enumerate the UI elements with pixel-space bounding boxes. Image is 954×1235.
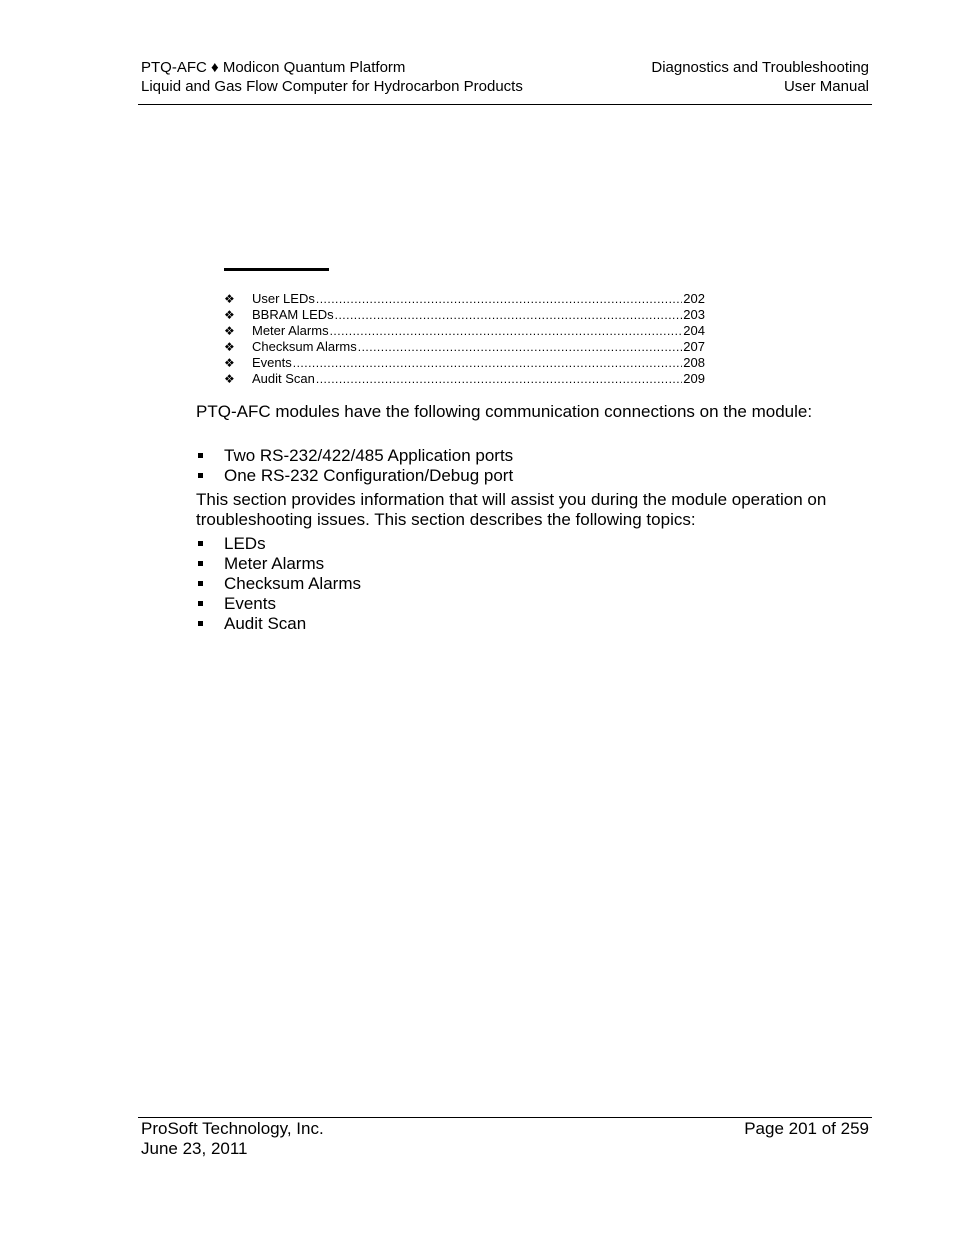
list-item-text: Checksum Alarms — [224, 574, 361, 593]
toc-leader-dots — [316, 291, 682, 307]
toc-entry-label: User LEDs — [252, 291, 315, 306]
square-bullet-icon — [196, 594, 224, 614]
intro-paragraph: PTQ-AFC modules have the following communication connections on the module: — [196, 402, 813, 421]
header-left — [141, 58, 523, 96]
header-divider — [138, 104, 872, 105]
header-document-type: User Manual — [783, 78, 869, 95]
list-item — [196, 446, 836, 466]
toc-entry-page: 204 — [683, 323, 705, 338]
toc-entry[interactable] — [224, 371, 705, 387]
diamond-bullet-icon: ❖ — [224, 340, 235, 354]
section-heading-rule — [224, 268, 329, 271]
toc-entry[interactable] — [224, 291, 705, 307]
toc-entry[interactable] — [224, 307, 705, 323]
header-section-title: Diagnostics and Troubleshooting — [651, 59, 869, 76]
list-item-text: Two RS-232/422/485 Application ports — [224, 446, 514, 465]
list-item — [196, 466, 836, 486]
list-item-text: LEDs — [224, 534, 266, 553]
list-item-text: One RS-232 Configuration/Debug port — [224, 466, 514, 485]
list-item — [196, 614, 836, 634]
table-of-contents — [224, 291, 705, 387]
square-bullet-icon — [196, 534, 224, 554]
footer-divider — [138, 1117, 872, 1118]
list-item — [196, 554, 836, 574]
toc-leader-dots — [335, 307, 683, 323]
toc-entry-page: 203 — [683, 307, 705, 322]
list-item — [196, 594, 836, 614]
diamond-bullet-icon: ❖ — [224, 292, 235, 306]
toc-entry-page: 209 — [683, 371, 705, 386]
square-bullet-icon — [196, 446, 224, 466]
toc-entry[interactable] — [224, 323, 705, 339]
section-description-paragraph: This section provides information that will assist you during the module operation on troubleshooting issues. This section describes the following topics: — [196, 490, 827, 529]
header-product-title: PTQ-AFC ♦ Modicon Quantum Platform — [141, 59, 406, 76]
toc-leader-dots — [293, 355, 683, 371]
list-item-text: Audit Scan — [224, 614, 307, 633]
toc-entry-label: Events — [252, 355, 292, 370]
topics-list — [196, 534, 836, 634]
toc-entry-label: BBRAM LEDs — [252, 307, 334, 322]
footer-page-number: Page 201 of 259 — [744, 1119, 869, 1138]
header-product-subtitle: Liquid and Gas Flow Computer for Hydrocarbon Products — [141, 78, 523, 95]
toc-leader-dots — [358, 339, 683, 355]
footer-left — [141, 1119, 324, 1159]
header-right — [651, 58, 869, 96]
diamond-bullet-icon: ❖ — [224, 372, 235, 386]
list-item — [196, 534, 836, 554]
square-bullet-icon — [196, 614, 224, 634]
toc-entry-label: Audit Scan — [252, 371, 315, 386]
square-bullet-icon — [196, 574, 224, 594]
diamond-bullet-icon: ❖ — [224, 324, 235, 338]
toc-entry-label: Checksum Alarms — [252, 339, 357, 354]
diamond-bullet-icon: ❖ — [224, 308, 235, 322]
toc-leader-dots — [330, 323, 683, 339]
toc-entry-page: 202 — [683, 291, 705, 306]
list-item — [196, 574, 836, 594]
list-item-text: Events — [224, 594, 276, 613]
toc-entry-label: Meter Alarms — [252, 323, 329, 338]
toc-entry-page: 208 — [683, 355, 705, 370]
toc-entry[interactable] — [224, 339, 705, 355]
toc-entry-page: 207 — [683, 339, 705, 354]
footer-company: ProSoft Technology, Inc. — [141, 1119, 324, 1138]
footer-date: June 23, 2011 — [141, 1139, 248, 1158]
connections-list — [196, 446, 836, 486]
square-bullet-icon — [196, 466, 224, 486]
square-bullet-icon — [196, 554, 224, 574]
toc-leader-dots — [316, 371, 682, 387]
diamond-bullet-icon: ❖ — [224, 356, 235, 370]
list-item-text: Meter Alarms — [224, 554, 325, 573]
toc-entry[interactable] — [224, 355, 705, 371]
